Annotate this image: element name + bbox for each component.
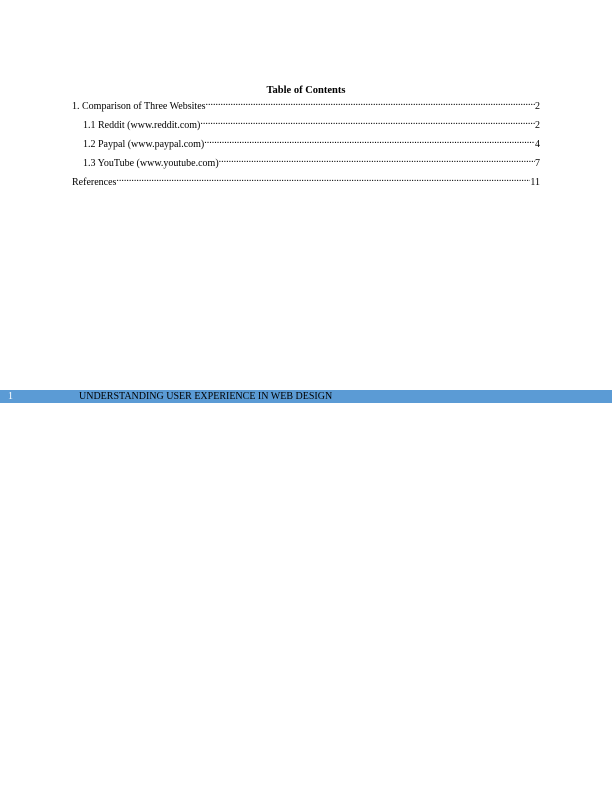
header-page-number: 1 xyxy=(8,391,13,402)
toc-entry-page: 2 xyxy=(535,120,540,131)
running-header-bar xyxy=(0,390,612,403)
header-title: UNDERSTANDING USER EXPERIENCE IN WEB DESIGN xyxy=(79,391,333,402)
toc-dot-leader xyxy=(204,134,535,147)
table-of-contents xyxy=(72,96,540,191)
toc-entry-text: 1. Comparison of Three Websites xyxy=(72,101,206,112)
toc-entry-page: 2 xyxy=(535,101,540,112)
toc-entry-comparison[interactable] xyxy=(72,96,540,115)
toc-entry-text: 1.3 YouTube (www.youtube.com) xyxy=(83,158,219,169)
toc-entry-text: 1.1 Reddit (www.reddit.com) xyxy=(83,120,201,131)
toc-dot-leader xyxy=(206,96,535,109)
toc-dot-leader xyxy=(219,153,535,166)
toc-entry-reddit[interactable] xyxy=(72,115,540,134)
toc-dot-leader xyxy=(200,115,535,128)
toc-entry-references[interactable] xyxy=(72,172,540,191)
toc-title: Table of Contents xyxy=(266,85,346,96)
toc-entry-page: 4 xyxy=(535,139,540,150)
toc-entry-page: 11 xyxy=(530,177,540,188)
toc-entry-youtube[interactable] xyxy=(72,153,540,172)
toc-dot-leader xyxy=(116,172,530,185)
toc-entry-text: 1.2 Paypal (www.paypal.com) xyxy=(83,139,205,150)
toc-entry-paypal[interactable] xyxy=(72,134,540,153)
toc-entry-page: 7 xyxy=(535,158,540,169)
toc-entry-text: References xyxy=(72,177,117,188)
